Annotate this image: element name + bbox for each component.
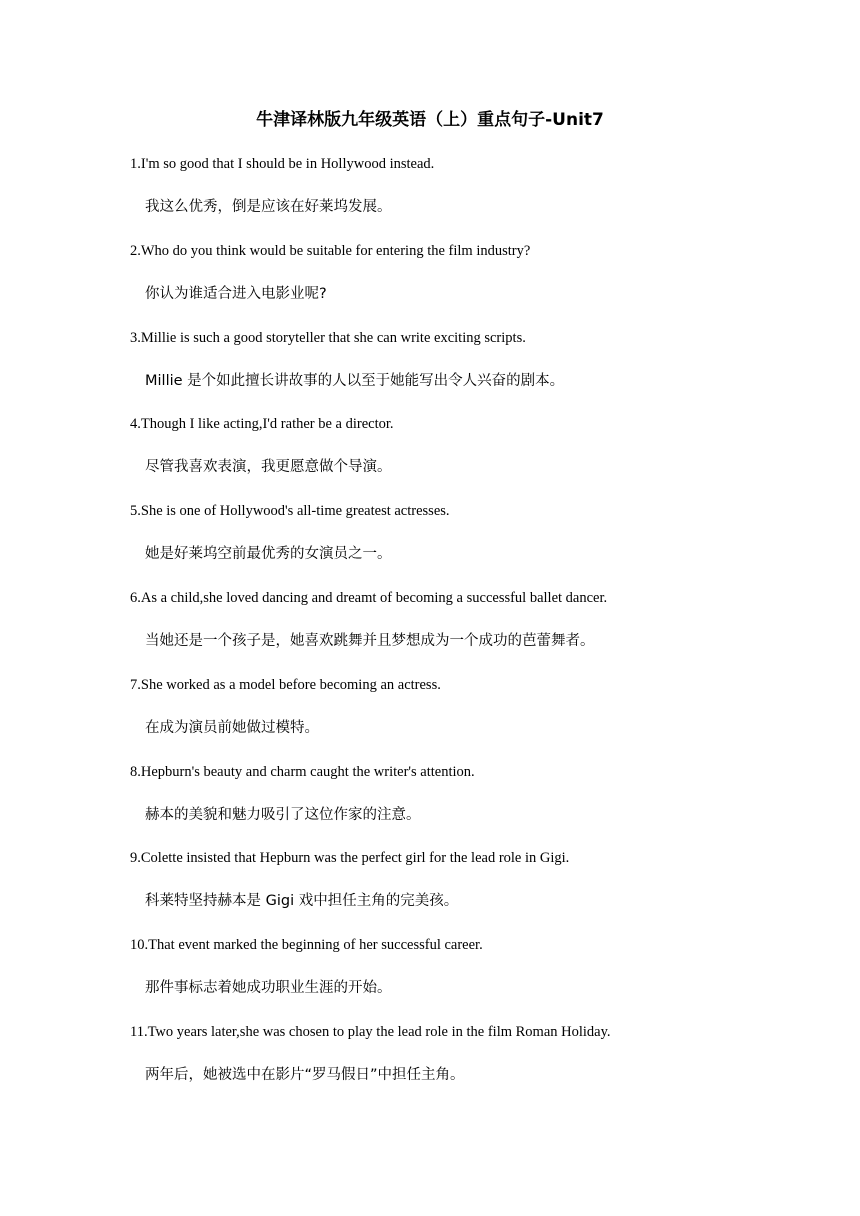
- english-sentence: 6.As a child,she loved dancing and dreamt of becoming a successful ballet dancer.: [130, 589, 608, 606]
- sentence-item: [130, 500, 750, 587]
- chinese-translation: 赫本的美貌和魅力吸引了这位作家的注意。: [145, 806, 421, 823]
- chinese-translation: 两年后，她被选中在影片“罗马假日”中担任主角。: [145, 1066, 465, 1083]
- english-sentence: 1.I'm so good that I should be in Hollywood instead.: [130, 156, 435, 172]
- sentence-item: [130, 153, 750, 240]
- english-sentence: 9.Colette insisted that Hepburn was the perfect girl for the lead role in Gigi.: [130, 850, 570, 867]
- sentence-item: [130, 674, 750, 761]
- sentence-list: [130, 153, 750, 1108]
- english-sentence: 11.Two years later,she was chosen to play the lead role in the film Roman Holiday.: [130, 1023, 611, 1040]
- page-title: 牛津译林版九年级英语（上）重点句子-Unit7: [256, 110, 604, 130]
- sentence-item: [130, 413, 750, 500]
- chinese-translation: 她是好莱坞空前最优秀的女演员之一。: [145, 546, 392, 563]
- english-sentence: 7.She worked as a model before becoming an actress.: [130, 676, 441, 693]
- chinese-translation: 那件事标志着她成功职业生涯的开始。: [145, 980, 392, 997]
- english-sentence: 10.That event marked the beginning of her successful career.: [130, 937, 483, 954]
- sentence-item: [130, 761, 750, 848]
- chinese-translation: 当她还是一个孩子是，她喜欢跳舞并且梦想成为一个成功的芭蕾舞者。: [145, 632, 595, 649]
- english-sentence: 2.Who do you think would be suitable for entering the film industry?: [130, 242, 531, 259]
- sentence-item: [130, 847, 750, 934]
- chinese-translation: 尽管我喜欢表演，我更愿意做个导演。: [145, 459, 392, 476]
- english-sentence: 4.Though I like acting,I'd rather be a director.: [130, 416, 394, 433]
- sentence-item: [130, 587, 750, 674]
- sentence-item: [130, 240, 750, 327]
- english-sentence: 5.She is one of Hollywood's all-time greatest actresses.: [130, 503, 450, 520]
- english-sentence: 8.Hepburn's beauty and charm caught the writer's attention.: [130, 763, 475, 780]
- sentence-item: [130, 934, 750, 1021]
- english-sentence: 3.Millie is such a good storyteller that she can write exciting scripts.: [130, 329, 526, 346]
- chinese-translation: 科莱特坚持赫本是 Gigi 戏中担任主角的完美孩。: [145, 893, 459, 910]
- sentence-item: [130, 1021, 750, 1108]
- chinese-translation: 在成为演员前她做过模特。: [145, 719, 319, 736]
- chinese-translation: Millie 是个如此擅长讲故事的人以至于她能写出令人兴奋的剧本。: [145, 372, 565, 389]
- chinese-translation: 你认为谁适合进入电影业呢?: [145, 285, 327, 302]
- sentence-item: [130, 327, 750, 414]
- chinese-translation: 我这么优秀，倒是应该在好莱坞发展。: [145, 199, 392, 215]
